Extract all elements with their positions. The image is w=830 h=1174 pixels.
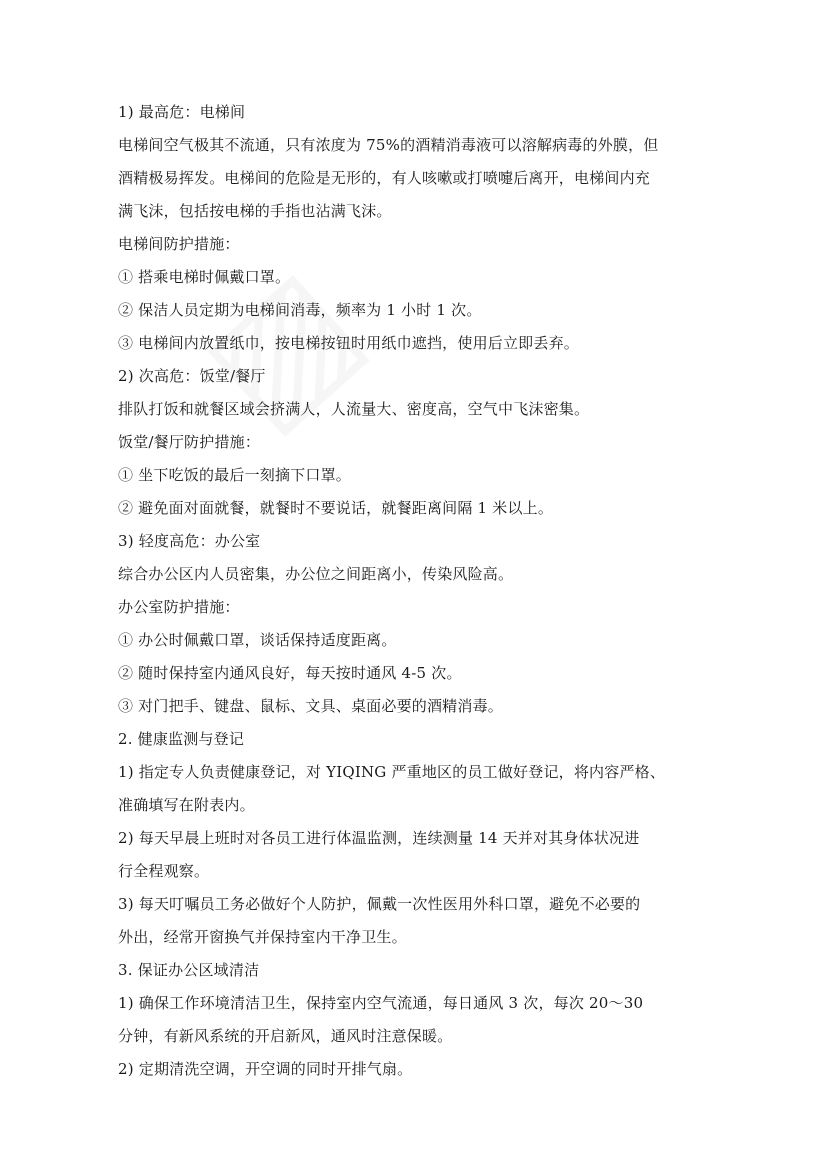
heading-elevator: 1) 最高危：电梯间 — [118, 103, 246, 121]
list-item: ① 搭乘电梯时佩戴口罩。 — [118, 268, 291, 286]
paragraph-line: 2) 每天早晨上班时对各员工进行体温监测，连续测量 14 天并对其身体状况进 — [118, 829, 640, 847]
list-item: ③ 电梯间内放置纸巾，按电梯按钮时用纸巾遮挡，使用后立即丢弃。 — [118, 334, 579, 352]
document-page — [118, 96, 718, 1086]
subheading-elevator-measures: 电梯间防护措施： — [118, 235, 240, 253]
list-item: ② 避免面对面就餐，就餐时不要说话，就餐距离间隔 1 米以上。 — [118, 499, 554, 517]
list-item: ③ 对门把手、键盘、鼠标、文具、桌面必要的酒精消毒。 — [118, 697, 503, 715]
section-heading-cleaning: 3. 保证办公区域清洁 — [118, 961, 260, 979]
list-item: ② 保洁人员定期为电梯间消毒，频率为 1 小时 1 次。 — [118, 301, 482, 319]
heading-canteen: 2) 次高危：饭堂/餐厅 — [118, 367, 266, 385]
section-heading-health: 2. 健康监测与登记 — [118, 730, 245, 748]
list-item: ② 随时保持室内通风良好，每天按时通风 4-5 次。 — [118, 664, 462, 682]
paragraph-line: 排队打饭和就餐区域会挤满人，人流量大、密度高，空气中飞沫密集。 — [118, 400, 590, 418]
heading-office: 3) 轻度高危：办公室 — [118, 532, 261, 550]
paragraph-line: 外出，经常开窗换气并保持室内干净卫生。 — [118, 928, 407, 946]
subheading-office-measures: 办公室防护措施： — [118, 598, 240, 616]
paragraph-line: 满飞沫，包括按电梯的手指也沾满飞沫。 — [118, 202, 392, 220]
list-item: ① 办公时佩戴口罩，谈话保持适度距离。 — [118, 631, 397, 649]
subheading-canteen-measures: 饭堂/餐厅防护措施： — [118, 433, 261, 451]
paragraph-line: 电梯间空气极其不流通，只有浓度为 75%的酒精消毒液可以溶解病毒的外膜，但 — [118, 136, 659, 154]
paragraph-line: 分钟，有新风系统的开启新风，通风时注意保暖。 — [118, 1027, 453, 1045]
paragraph-line: 1) 指定专人负责健康登记，对 YIQING 严重地区的员工做好登记，将内容严格、 — [118, 763, 666, 781]
paragraph-line: 2) 定期清洗空调，开空调的同时开排气扇。 — [118, 1060, 413, 1078]
paragraph-line: 1) 确保工作环境清洁卫生，保持室内空气流通，每日通风 3 次，每次 20～30 — [118, 994, 644, 1012]
paragraph-line: 行全程观察。 — [118, 862, 210, 880]
list-item: ① 坐下吃饭的最后一刻摘下口罩。 — [118, 466, 351, 484]
paragraph-line: 综合办公区内人员密集，办公位之间距离小，传染风险高。 — [118, 565, 514, 583]
paragraph-line: 准确填写在附表内。 — [118, 796, 255, 814]
paragraph-line: 酒精极易挥发。电梯间的危险是无形的，有人咳嗽或打喷嚏后离开，电梯间内充 — [118, 169, 651, 187]
paragraph-line: 3) 每天叮嘱员工务必做好个人防护，佩戴一次性医用外科口罩，避免不必要的 — [118, 895, 641, 913]
